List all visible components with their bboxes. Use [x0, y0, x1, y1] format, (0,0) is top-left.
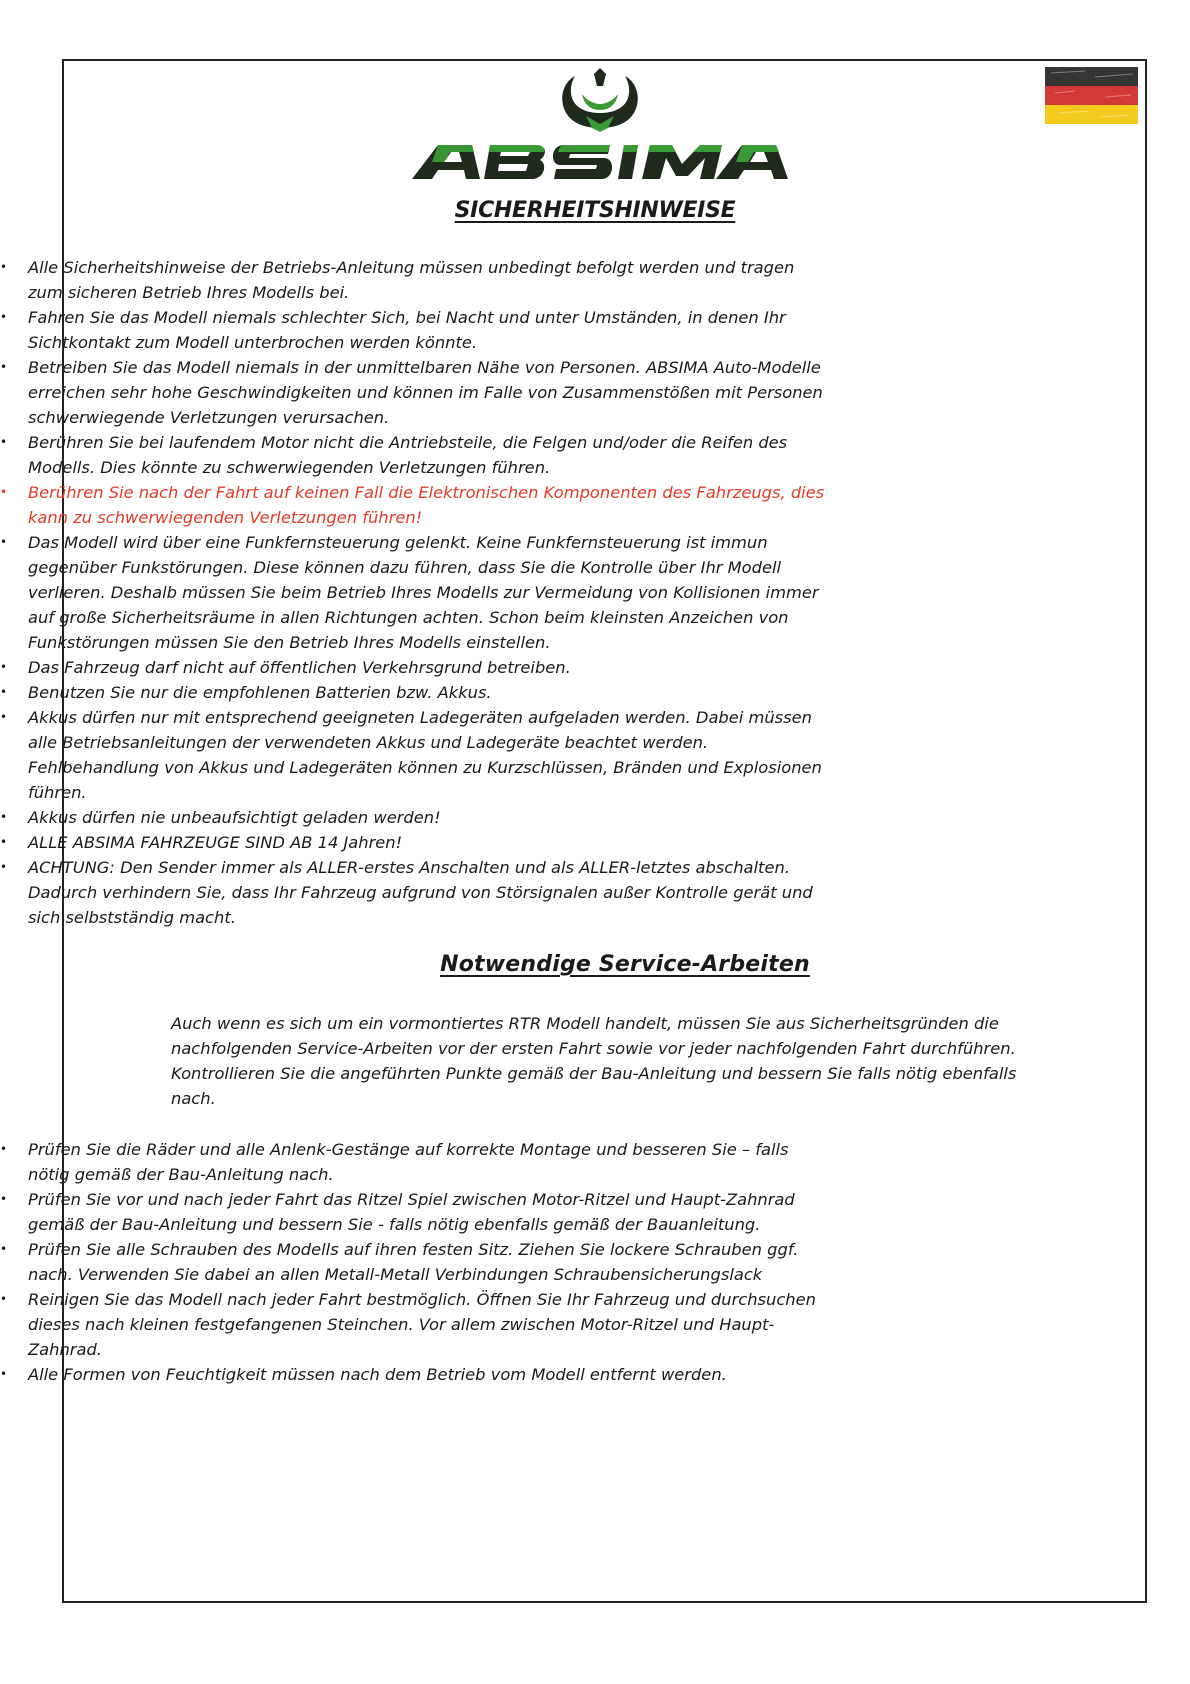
- list-item: • Prüfen Sie die Räder und alle Anlenk-Gestänge auf korrekte Montage und besseren Sie – falls nötig gemäß der Bau-Anleitung nach.: [0, 1140, 789, 1184]
- safety-list: [0, 255, 830, 930]
- absima-logo: [410, 66, 790, 181]
- list-item: • Betreiben Sie das Modell niemals in der unmittelbaren Nähe von Personen. ABSIMA Auto-Modelle erreichen sehr hohe Geschwindigkeiten und können im Falle von Zusammenstößen mit Personen schwerwiegende Verletzungen verursachen.: [0, 358, 823, 427]
- section-title-service: Notwendige Service-Arbeiten: [440, 952, 810, 977]
- list-item: • Alle Sicherheitshinweise der Betriebs-Anleitung müssen unbedingt befolgt werden und tragen zum sicheren Betrieb Ihres Modells bei.: [0, 258, 795, 302]
- service-intro: Auch wenn es sich um ein vormontiertes RTR Modell handelt, müssen Sie aus Sicherheitsgründen die nachfolgenden Service-Arbeiten vor der ersten Fahrt sowie vor jeder nachfolgenden Fahrt durchführen. Kontrollieren Sie die angeführten Punkte gemäß der Bau-Anleitung und bessern Sie falls nötig ebenfalls nach.: [171, 1014, 1017, 1108]
- list-item: • Das Modell wird über eine Funkfernsteuerung gelenkt. Keine Funkfernsteuerung ist immun gegenüber Funkstörungen. Diese können dazu führen, dass Sie die Kontrolle über Ihr Modell verlieren. Deshalb müssen Sie beim Betrieb Ihres Modells zur Vermeidung von Kollisionen immer auf große Sicherheitsräume in allen Richtungen achten. Schon beim kleinsten Anzeichen von Funkstörungen müssen Sie den Betrieb Ihres Modells einstellen.: [0, 533, 819, 652]
- germany-flag-icon: [1045, 67, 1138, 124]
- section-title-safety: SICHERHEITSHINWEISE: [454, 198, 736, 223]
- list-item: • Das Fahrzeug darf nicht auf öffentlichen Verkehrsgrund betreiben.: [0, 658, 571, 677]
- list-item: • ALLE ABSIMA FAHRZEUGE SIND AB 14 Jahren!: [0, 833, 403, 852]
- mascot-icon: [562, 68, 638, 132]
- list-item: • Berühren Sie bei laufendem Motor nicht die Antriebsteile, die Felgen und/oder die Reifen des Modells. Dies könnte zu schwerwiegenden Verletzungen führen.: [0, 433, 788, 477]
- list-item: • Akkus dürfen nur mit entsprechend geeigneten Ladegeräten aufgeladen werden. Dabei müssen alle Betriebsanleitungen der verwendeten Akkus und Ladegeräte beachtet werden. Fehlbehandlung von Akkus und Ladegeräten können zu Kurzschlüssen, Bränden und Explosionen führen.: [0, 708, 822, 802]
- list-item: • Alle Formen von Feuchtigkeit müssen nach dem Betrieb vom Modell entfernt werden.: [0, 1365, 727, 1384]
- list-item: • Prüfen Sie vor und nach jeder Fahrt das Ritzel Spiel zwischen Motor-Ritzel und Haupt-Zahnrad gemäß der Bau-Anleitung und bessern Sie - falls nötig ebenfalls gemäß der Bauanleitung.: [0, 1190, 795, 1234]
- list-item: • Prüfen Sie alle Schrauben des Modells auf ihren festen Sitz. Ziehen Sie lockere Schrauben ggf. nach. Verwenden Sie dabei an allen Metall-Metall Verbindungen Schraubensicherungslack: [0, 1240, 799, 1284]
- list-item: • Fahren Sie das Modell niemals schlechter Sich, bei Nacht und unter Umständen, in denen Ihr Sichtkontakt zum Modell unterbrochen werden könnte.: [0, 308, 786, 352]
- service-list: [0, 1137, 830, 1387]
- list-item: • Benutzen Sie nur die empfohlenen Batterien bzw. Akkus.: [0, 683, 492, 702]
- list-item: • Akkus dürfen nie unbeaufsichtigt geladen werden!: [0, 808, 441, 827]
- list-item-warning: • Berühren Sie nach der Fahrt auf keinen Fall die Elektronischen Komponenten des Fahrzeugs, dies kann zu schwerwiegenden Verletzungen führen!: [0, 483, 825, 527]
- list-item: • Reinigen Sie das Modell nach jeder Fahrt bestmöglich. Öffnen Sie Ihr Fahrzeug und durchsuchen dieses nach kleinen festgefangenen Steinchen. Vor allem zwischen Motor-Ritzel und Haupt-Zahnrad.: [0, 1290, 816, 1359]
- list-item: • ACHTUNG: Den Sender immer als ALLER-erstes Anschalten und als ALLER-letztes abschalten. Dadurch verhindern Sie, dass Ihr Fahrzeug aufgrund von Störsignalen außer Kontrolle gerät und sich selbstständig macht.: [0, 858, 813, 927]
